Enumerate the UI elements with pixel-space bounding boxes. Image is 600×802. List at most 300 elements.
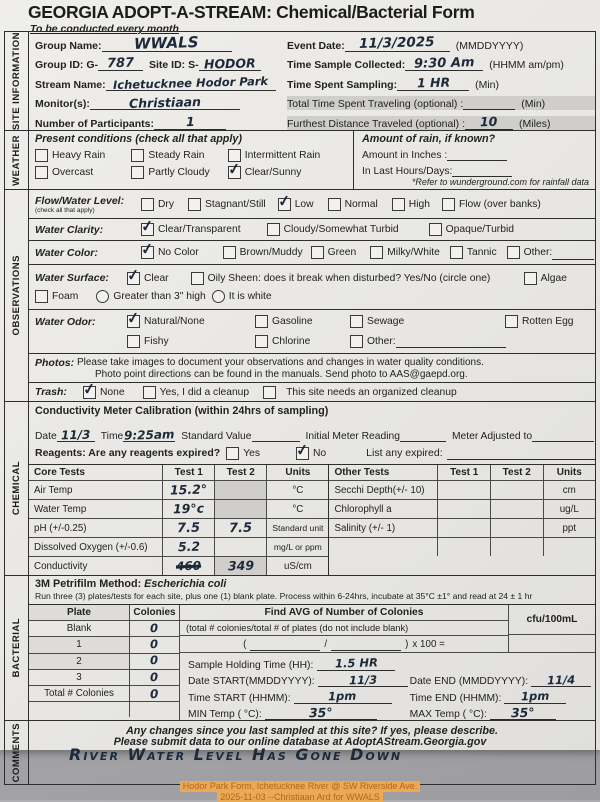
checkbox-opaque-turbid[interactable] — [429, 223, 514, 236]
normal-label: Normal — [345, 199, 378, 210]
total-colonies-value: 0 — [150, 687, 159, 699]
table-row — [29, 480, 328, 499]
calibration-title: Conductivity Meter Calibration (within 24hrs of sampling) — [29, 402, 595, 419]
table-row — [29, 636, 179, 652]
chemical-section-label: CHEMICAL — [5, 402, 29, 575]
list-expired-label: List any expired: — [366, 447, 442, 459]
table-row — [29, 669, 179, 685]
no-color-checkbox[interactable] — [141, 246, 154, 259]
table-row — [29, 701, 179, 717]
conductivity-test2-cell[interactable] — [214, 557, 266, 575]
clear-transparent-label: Clear/Transparent — [158, 224, 241, 235]
cloudy-turbid-checkbox[interactable] — [267, 223, 280, 236]
group-id-value: 787 — [107, 57, 134, 71]
salinity-label: Salinity (+/- 1) — [329, 519, 437, 537]
it-is-white-circle[interactable] — [212, 290, 225, 303]
normal-checkbox[interactable] — [328, 198, 341, 211]
conductivity-test1-cell[interactable] — [162, 557, 214, 575]
foam-label: Foam — [52, 291, 78, 302]
petrifilm-instructions: Run three (3) plates/tests for each site, plus one (1) blank plate. Process within 6-24hrs, incubate at 35°C ±1° and read at 24 ± 1 hr — [29, 591, 595, 605]
intermittent-rain-label: Intermittent Rain — [245, 150, 321, 161]
checkbox-green[interactable] — [311, 246, 357, 259]
holding-time-field[interactable] — [317, 657, 395, 671]
surface-clear-checkbox[interactable] — [127, 272, 140, 285]
checkbox-trash-cleanup[interactable] — [143, 386, 250, 399]
time-sampling-field[interactable] — [397, 77, 469, 91]
checkbox-color-other[interactable] — [507, 246, 595, 260]
avg-subtitle: (total # colonies/total # of plates (do not include blank) — [180, 620, 508, 635]
flow-level-label: Flow/Water Level: — [35, 195, 127, 207]
section-bacterial — [5, 575, 595, 720]
empty-test-label — [329, 538, 437, 556]
checkbox-fishy[interactable] — [127, 335, 255, 348]
avg-denominator-field[interactable] — [331, 637, 401, 651]
algae-label: Algae — [541, 273, 567, 284]
reagents-no-checkbox[interactable] — [296, 447, 309, 460]
checkbox-gasoline[interactable] — [255, 315, 350, 328]
reagents-label: Reagents: Are any reagents expired? — [35, 447, 220, 459]
empty-test2-cell[interactable] — [490, 538, 543, 556]
group-name-label: Group Name: — [35, 40, 102, 52]
salinity-test1-cell[interactable] — [437, 519, 490, 537]
time-end-field[interactable] — [504, 690, 566, 704]
reagents-yes-label: Yes — [243, 448, 260, 459]
water-temp-test1-cell[interactable] — [162, 500, 214, 518]
clear-transparent-checkbox[interactable] — [141, 223, 154, 236]
plate-1-colonies-cell[interactable] — [130, 637, 179, 652]
air-temp-label: Air Temp — [29, 481, 162, 499]
secchi-test2-cell[interactable] — [490, 481, 543, 499]
plate-3-colonies-cell[interactable] — [130, 670, 179, 685]
avg-open-paren: ( — [243, 639, 246, 650]
plate-1-colonies-value: 0 — [150, 639, 158, 651]
time-end-label: Time END (HHMM): — [410, 693, 502, 704]
time-start-value: 1pm — [328, 691, 357, 703]
monitors-label: Monitor(s): — [35, 98, 90, 110]
stream-name-value: Ichetucknee Hodor Park — [113, 76, 268, 92]
cal-date-value: 11/3 — [61, 429, 91, 442]
chlorine-checkbox[interactable] — [255, 335, 268, 348]
distance-field[interactable] — [465, 116, 513, 130]
cal-date-field[interactable] — [57, 428, 95, 442]
plate-blank-colonies-cell[interactable] — [130, 621, 179, 636]
time-end-value: 1pm — [521, 691, 550, 703]
participants-field[interactable] — [154, 116, 226, 130]
overcast-label: Overcast — [52, 167, 93, 178]
wunderground-note: *Refer to wunderground.com for rainfall data — [412, 177, 589, 187]
section-chemical — [5, 401, 595, 575]
partly-cloudy-label: Partly Cloudy — [148, 167, 209, 178]
green-label: Green — [328, 247, 357, 258]
water-odor-label: Water Odor: — [35, 316, 127, 328]
ecoli-species-label: Escherichia coli — [144, 578, 226, 590]
fishy-label: Fishy — [144, 336, 169, 347]
stagnant-label: Stagnant/Still — [205, 199, 266, 210]
odor-other-field[interactable] — [396, 334, 506, 348]
oily-sheen-checkbox[interactable] — [191, 272, 204, 285]
checkbox-milky-white[interactable] — [370, 246, 440, 259]
total-colonies-label: Total # Colonies — [29, 686, 130, 701]
partly-cloudy-checkbox[interactable] — [131, 166, 144, 179]
checkbox-low[interactable] — [278, 198, 314, 211]
ph-test1-value: 7.5 — [177, 521, 200, 535]
checkbox-natural-none[interactable] — [127, 315, 255, 328]
secchi-depth-label: Secchi Depth(+/- 10) — [329, 481, 437, 499]
table-row — [29, 685, 179, 701]
meter-adjusted-field[interactable] — [532, 428, 594, 442]
foam-checkbox[interactable] — [35, 290, 48, 303]
weather-section-label: WEATHER — [5, 131, 29, 189]
checkbox-tannic[interactable] — [450, 246, 497, 259]
checkbox-trash-none[interactable] — [83, 386, 125, 399]
group-id-field[interactable] — [98, 57, 143, 71]
caption-line1: Hodor Park Form, Ichetucknee River @ SW Riverside Ave. — [180, 781, 421, 792]
air-temp-test2-cell — [214, 481, 266, 499]
fishy-checkbox[interactable] — [127, 335, 140, 348]
do-units: mg/L or ppm — [266, 538, 328, 556]
avg-slash: / — [324, 639, 327, 650]
time-start-label: Time START (HHMM): — [188, 693, 291, 704]
section-comments — [5, 720, 595, 784]
caption-line2: 2025-11-03 --Christiaan Ard for WWALS — [217, 792, 383, 802]
plate-table — [29, 605, 180, 720]
ph-test1-cell[interactable] — [162, 519, 214, 537]
distance-format: (Miles) — [519, 118, 551, 130]
monitors-value: Christiaan — [129, 96, 201, 110]
petrifilm-method-label: 3M Petrifilm Method: — [35, 578, 141, 590]
do-test2-cell[interactable] — [214, 538, 266, 556]
other-tests-table — [328, 465, 595, 575]
cal-time-field[interactable] — [123, 428, 175, 442]
air-temp-test1-cell[interactable] — [162, 481, 214, 499]
section-site-information — [5, 32, 595, 130]
date-start-label: Date START(MMDDYYYY): — [188, 676, 315, 687]
other-units-header: Units — [543, 465, 596, 480]
air-temp-test1-value: 15.2° — [170, 483, 207, 496]
core-test2-header: Test 2 — [214, 465, 266, 480]
checkbox-overcast[interactable] — [35, 166, 131, 179]
checkbox-foam[interactable] — [35, 290, 78, 303]
amount-inches-label: Amount in Inches : — [362, 150, 447, 161]
form-body — [4, 31, 596, 785]
last-hours-label: In Last Hours/Days: — [362, 166, 452, 177]
participants-label: Number of Participants: — [35, 118, 154, 130]
low-checkbox[interactable] — [278, 198, 291, 211]
time-start-field[interactable] — [294, 690, 392, 704]
other-test1-header: Test 1 — [437, 465, 490, 480]
checkbox-odor-other[interactable] — [350, 334, 506, 348]
table-row — [29, 499, 328, 518]
conductivity-test1-struck-value: 460 — [176, 560, 201, 573]
flow-level-sub: (check all that apply) — [35, 207, 127, 214]
group-id-label: Group ID: G- — [35, 59, 98, 71]
checkbox-cloudy-turbid[interactable] — [267, 223, 399, 236]
opaque-turbid-label: Opaque/Turbid — [446, 224, 514, 235]
water-color-label: Water Color: — [35, 247, 127, 259]
avg-colonies-box — [180, 605, 595, 653]
date-end-label: Date END (MMDDYYYY): — [410, 676, 528, 687]
time-collected-label: Time Sample Collected: — [287, 59, 405, 71]
core-tests-table — [29, 465, 328, 575]
checkbox-clear-transparent[interactable] — [141, 223, 241, 236]
checkbox-oily-sheen[interactable] — [191, 272, 491, 285]
group-name-field[interactable] — [102, 38, 232, 52]
water-temp-test2-cell — [214, 500, 266, 518]
plate-3-label: 3 — [29, 670, 130, 685]
participants-value: 1 — [186, 116, 195, 129]
max-temp-field[interactable] — [490, 706, 556, 720]
water-clarity-label: Water Clarity: — [35, 224, 127, 236]
radio-it-is-white[interactable] — [212, 290, 272, 303]
water-temp-units: °C — [266, 500, 328, 518]
reagents-no-label: No — [313, 448, 326, 459]
color-other-field[interactable] — [552, 246, 594, 260]
chlorophyll-test1-cell[interactable] — [437, 500, 490, 518]
other-test2-header: Test 2 — [490, 465, 543, 480]
photos-line1: Please take images to document your observations and changes in water quality conditions. — [77, 357, 484, 368]
traveling-format: (Min) — [521, 98, 545, 110]
table-row — [329, 518, 595, 537]
odor-other-checkbox[interactable] — [350, 335, 363, 348]
checkbox-normal[interactable] — [328, 198, 378, 211]
plate-empty-cell — [130, 702, 179, 717]
trash-none-checkbox[interactable] — [83, 386, 96, 399]
total-colonies-cell[interactable] — [130, 686, 179, 701]
plate-blank-label: Blank — [29, 621, 130, 636]
plate-2-colonies-cell[interactable] — [130, 654, 179, 669]
color-other-checkbox[interactable] — [507, 246, 520, 259]
other-tests-header: Other Tests — [329, 465, 437, 480]
odor-other-label: Other: — [367, 336, 396, 347]
natural-none-label: Natural/None — [144, 316, 205, 327]
high-label: High — [409, 199, 430, 210]
distance-label: Furthest Distance Traveled (optional) : — [287, 118, 465, 130]
clear-sunny-checkbox[interactable] — [228, 166, 241, 179]
cfu-result-cell[interactable] — [509, 634, 595, 652]
cloudy-turbid-label: Cloudy/Somewhat Turbid — [284, 224, 399, 235]
high-checkbox[interactable] — [392, 198, 405, 211]
section-observations — [5, 189, 595, 401]
monitors-field[interactable] — [90, 96, 240, 110]
checkbox-heavy-rain[interactable] — [35, 149, 131, 162]
site-id-field[interactable] — [199, 57, 261, 71]
sewage-checkbox[interactable] — [350, 315, 363, 328]
date-start-field[interactable] — [318, 673, 408, 687]
cal-time-label: Time — [101, 431, 124, 442]
greater-than-3-circle[interactable] — [96, 290, 109, 303]
tannic-checkbox[interactable] — [450, 246, 463, 259]
steady-rain-checkbox[interactable] — [131, 149, 144, 162]
checkbox-stagnant[interactable] — [188, 198, 266, 211]
milky-white-label: Milky/White — [387, 247, 440, 258]
time-sampling-label: Time Spent Sampling: — [287, 79, 397, 91]
empty-units — [543, 538, 596, 556]
do-test1-value: 5.2 — [178, 540, 200, 553]
ph-units: Standard unit — [266, 519, 328, 537]
opaque-turbid-checkbox[interactable] — [429, 223, 442, 236]
overcast-checkbox[interactable] — [35, 166, 48, 179]
checkbox-reagents-no[interactable] — [296, 447, 326, 460]
avg-numerator-field[interactable] — [250, 637, 320, 651]
sewage-label: Sewage — [367, 316, 404, 327]
max-temp-value: 35° — [511, 706, 535, 719]
tannic-label: Tannic — [467, 247, 497, 258]
site-id-label: Site ID: S- — [149, 59, 199, 71]
rotten-egg-checkbox[interactable] — [505, 315, 518, 328]
trash-cleanup-checkbox[interactable] — [143, 386, 156, 399]
standard-value-field[interactable] — [252, 428, 300, 442]
checkbox-high[interactable] — [392, 198, 430, 211]
conductivity-test2-value: 349 — [228, 559, 254, 572]
checkbox-steady-rain[interactable] — [131, 149, 227, 162]
meter-adjusted-label: Meter Adjusted to — [452, 431, 532, 442]
site-information-section-label: SITE INFORMATION — [5, 32, 29, 130]
cal-time-value: 9:25am — [124, 428, 175, 441]
colonies-header: Colonies — [130, 605, 179, 620]
stream-name-field[interactable] — [106, 77, 276, 91]
secchi-units: cm — [543, 481, 596, 499]
plate-empty-label — [29, 702, 130, 717]
trash-organized-checkbox[interactable] — [263, 386, 276, 399]
date-start-value: 11/3 — [348, 674, 377, 686]
brown-muddy-checkbox[interactable] — [223, 246, 236, 259]
chlorophyll-test2-cell[interactable] — [490, 500, 543, 518]
table-row — [29, 620, 179, 636]
water-surface-label: Water Surface: — [35, 272, 127, 284]
min-temp-value: 35° — [309, 706, 333, 719]
checkbox-reagents-yes[interactable] — [226, 447, 260, 460]
air-temp-units: °C — [266, 481, 328, 499]
holding-time-value: 1.5 HR — [335, 657, 378, 670]
traveling-label: Total Time Spent Traveling (optional) : — [287, 98, 463, 110]
salinity-test2-cell[interactable] — [490, 519, 543, 537]
dry-checkbox[interactable] — [141, 198, 154, 211]
stream-name-label: Stream Name: — [35, 79, 106, 91]
algae-checkbox[interactable] — [524, 272, 537, 285]
time-sampling-value: 1 HR — [416, 77, 449, 90]
core-test1-header: Test 1 — [162, 465, 214, 480]
ph-test2-cell[interactable] — [214, 519, 266, 537]
trash-none-label: None — [100, 387, 125, 398]
surface-clear-label: Clear — [144, 273, 169, 284]
table-row — [329, 537, 595, 556]
amount-inches-field[interactable] — [447, 147, 507, 161]
comments-prompt: Any changes since you last sampled at this site? If yes, please describe. — [29, 721, 595, 737]
heavy-rain-checkbox[interactable] — [35, 149, 48, 162]
event-date-label: Event Date: — [287, 40, 345, 52]
avg-title: Find AVG of Number of Colonies — [180, 605, 508, 620]
initial-reading-label: Initial Meter Reading — [306, 431, 400, 442]
trash-organized-label: This site needs an organized cleanup — [286, 387, 457, 398]
time-collected-field[interactable] — [405, 57, 483, 71]
heavy-rain-label: Heavy Rain — [52, 150, 105, 161]
secchi-test1-cell[interactable] — [437, 481, 490, 499]
checkbox-surface-clear[interactable] — [127, 272, 169, 285]
present-conditions-label: Present conditions (check all that apply) — [35, 133, 353, 145]
milky-white-checkbox[interactable] — [370, 246, 383, 259]
dissolved-oxygen-label: Dissolved Oxygen (+/-0.6) — [29, 538, 162, 556]
avg-mult-label: x 100 = — [412, 639, 444, 650]
checkbox-clear-sunny[interactable] — [228, 166, 353, 179]
date-end-field[interactable] — [531, 673, 591, 687]
checkbox-flow-over-banks[interactable] — [442, 198, 541, 211]
radio-greater-than-3[interactable] — [96, 290, 205, 303]
stagnant-checkbox[interactable] — [188, 198, 201, 211]
checkbox-rotten-egg[interactable] — [505, 315, 574, 328]
checkbox-dry[interactable] — [141, 198, 174, 211]
date-end-value: 11/4 — [547, 674, 576, 686]
reagents-yes-checkbox[interactable] — [226, 447, 239, 460]
core-tests-header: Core Tests — [29, 465, 162, 480]
green-checkbox[interactable] — [311, 246, 324, 259]
flow-over-banks-label: Flow (over banks) — [459, 199, 541, 210]
event-date-field[interactable] — [345, 38, 450, 52]
conductivity-label: Conductivity — [29, 557, 162, 575]
plate-blank-colonies-value: 0 — [150, 623, 158, 635]
time-sampling-format: (Min) — [475, 79, 499, 91]
table-row — [29, 518, 328, 537]
traveling-field[interactable] — [463, 96, 515, 110]
avg-close-paren: ) — [405, 639, 408, 650]
checkbox-trash-organized[interactable] — [263, 386, 457, 399]
event-date-value: 11/3/2025 — [359, 36, 435, 51]
do-test1-cell[interactable] — [162, 538, 214, 556]
photos-line2: Photo point directions can be found in the manuals. Send photo to AAS@gaepd.org. — [95, 369, 595, 380]
site-id-value: HODOR — [204, 57, 256, 71]
no-color-label: No Color — [158, 247, 199, 258]
max-temp-label: MAX Temp ( °C): — [410, 709, 487, 720]
comments-value: River Water Level Has Gone Down — [69, 745, 402, 764]
list-expired-field[interactable] — [447, 446, 595, 460]
checkbox-no-color[interactable] — [141, 246, 199, 259]
natural-none-checkbox[interactable] — [127, 315, 140, 328]
cal-date-label: Date — [35, 431, 57, 442]
submit-note: Please submit data to our online database at AdoptAStream.Georgia.gov — [0, 736, 600, 748]
checkbox-sewage[interactable] — [350, 315, 505, 328]
section-weather — [5, 130, 595, 189]
salinity-units: ppt — [543, 519, 596, 537]
empty-test1-cell[interactable] — [437, 538, 490, 556]
it-is-white-label: It is white — [229, 291, 272, 302]
bacterial-section-label: BACTERIAL — [5, 576, 29, 720]
checkbox-partly-cloudy[interactable] — [131, 166, 227, 179]
gasoline-checkbox[interactable] — [255, 315, 268, 328]
checkbox-intermittent-rain[interactable] — [228, 149, 353, 162]
checkbox-algae[interactable] — [524, 272, 567, 285]
time-collected-value: 9:30 Am — [414, 56, 475, 71]
checkbox-brown-muddy[interactable] — [223, 246, 303, 259]
table-row — [29, 556, 328, 575]
oily-sheen-label: Oily Sheen: does it break when disturbed? Yes/No (circle one) — [208, 273, 491, 284]
plate-2-label: 2 — [29, 654, 130, 669]
brown-muddy-label: Brown/Muddy — [240, 247, 303, 258]
initial-reading-field[interactable] — [400, 428, 446, 442]
event-date-format: (MMDDYYYY) — [456, 40, 524, 52]
flow-over-banks-checkbox[interactable] — [442, 198, 455, 211]
table-row — [329, 480, 595, 499]
last-hours-field[interactable] — [452, 163, 512, 177]
holding-time-label: Sample Holding Time (HH): — [188, 660, 313, 671]
time-collected-format: (HHMM am/pm) — [489, 59, 564, 71]
checkbox-chlorine[interactable] — [255, 335, 350, 348]
table-row — [329, 499, 595, 518]
comments-section-label: COMMENTS — [5, 721, 29, 784]
rotten-egg-label: Rotten Egg — [522, 316, 574, 327]
form-subtitle: To be conducted every month — [0, 23, 600, 37]
min-temp-field[interactable] — [265, 706, 377, 720]
cfu-label: cfu/100mL — [509, 605, 595, 634]
chlorophyll-units: ug/L — [543, 500, 596, 518]
